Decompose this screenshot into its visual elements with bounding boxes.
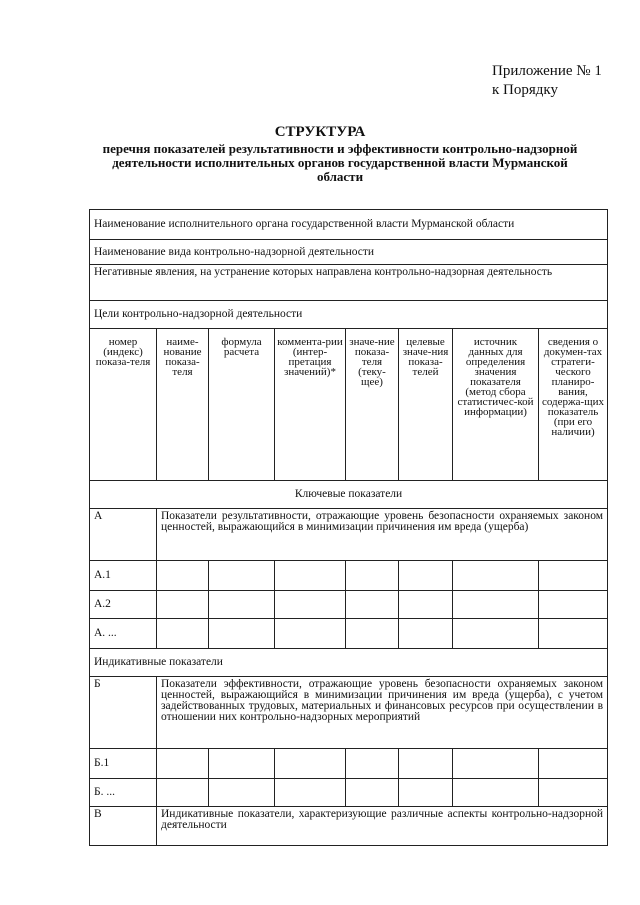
column-header: наиме-нование показа-теля	[157, 329, 209, 481]
structure-table	[89, 209, 608, 846]
row-code: Б	[90, 677, 157, 749]
section-v-description: Индикативные показатели, характеризующие различные аспекты контрольно-надзорной деятельности	[157, 807, 608, 846]
row-code: А. ...	[90, 619, 157, 649]
key-indicators-section: Ключевые показатели	[90, 481, 608, 509]
table-row	[90, 749, 608, 779]
row-code: А.2	[90, 591, 157, 619]
section-b-description: Показатели эффективности, отражающие уровень безопасности охраняемых законом ценностей, выражающийся в минимизации причинения им вреда (ущерба), с учетом задействованных трудовых, материальных и финансовых ресурсов при осуществлении в отношении них контрольно-надзорных мероприятий	[157, 677, 608, 749]
table-row	[90, 779, 608, 807]
indicative-indicators-section: Индикативные показатели	[90, 649, 608, 677]
document-title: СТРУКТУРА	[274, 124, 366, 140]
negative-phenomena-row: Негативные явления, на устранение которых направлена контрольно-надзорная деятельность	[90, 265, 608, 301]
document-subtitle: перечня показателей результативности и эффективности контрольно-надзорной деятельности исполнительных органов государственной власти Мурманской области	[102, 141, 578, 184]
org-name-row: Наименование исполнительного органа государственной власти Мурманской области	[90, 210, 608, 240]
section-a-description: Показатели результативности, отражающие уровень безопасности охраняемых законом ценностей, выражающийся в минимизации причинения им вреда (ущерба)	[157, 509, 608, 561]
row-code: В	[90, 807, 157, 846]
column-header: значе-ние показа-теля (теку-щее)	[346, 329, 399, 481]
appendix-reference: к Порядку	[492, 82, 558, 98]
table-row	[90, 561, 608, 591]
column-headers	[90, 329, 608, 481]
column-header: коммента-рии (интер-претация значений)*	[275, 329, 346, 481]
column-header: целевые значе-ния показа-телей	[399, 329, 453, 481]
appendix-note	[492, 62, 602, 100]
table-row	[90, 591, 608, 619]
activity-kind-row: Наименование вида контрольно-надзорной деятельности	[90, 240, 608, 265]
column-header: номер (индекс) показа-теля	[90, 329, 157, 481]
row-code: А.1	[90, 561, 157, 591]
row-code: Б. ...	[90, 779, 157, 807]
column-header: формула расчета	[209, 329, 275, 481]
table-row	[90, 619, 608, 649]
goals-row: Цели контрольно-надзорной деятельности	[90, 301, 608, 329]
row-code: А	[90, 509, 157, 561]
row-code: Б.1	[90, 749, 157, 779]
column-header: источник данных для определения значения показателя (метод сбора статистичес-кой информации)	[453, 329, 539, 481]
appendix-number: Приложение № 1	[492, 63, 602, 79]
column-header: сведения о докумен-тах стратеги-ческого планиро-вания, содержа-щих показатель (при его наличии)	[539, 329, 608, 481]
